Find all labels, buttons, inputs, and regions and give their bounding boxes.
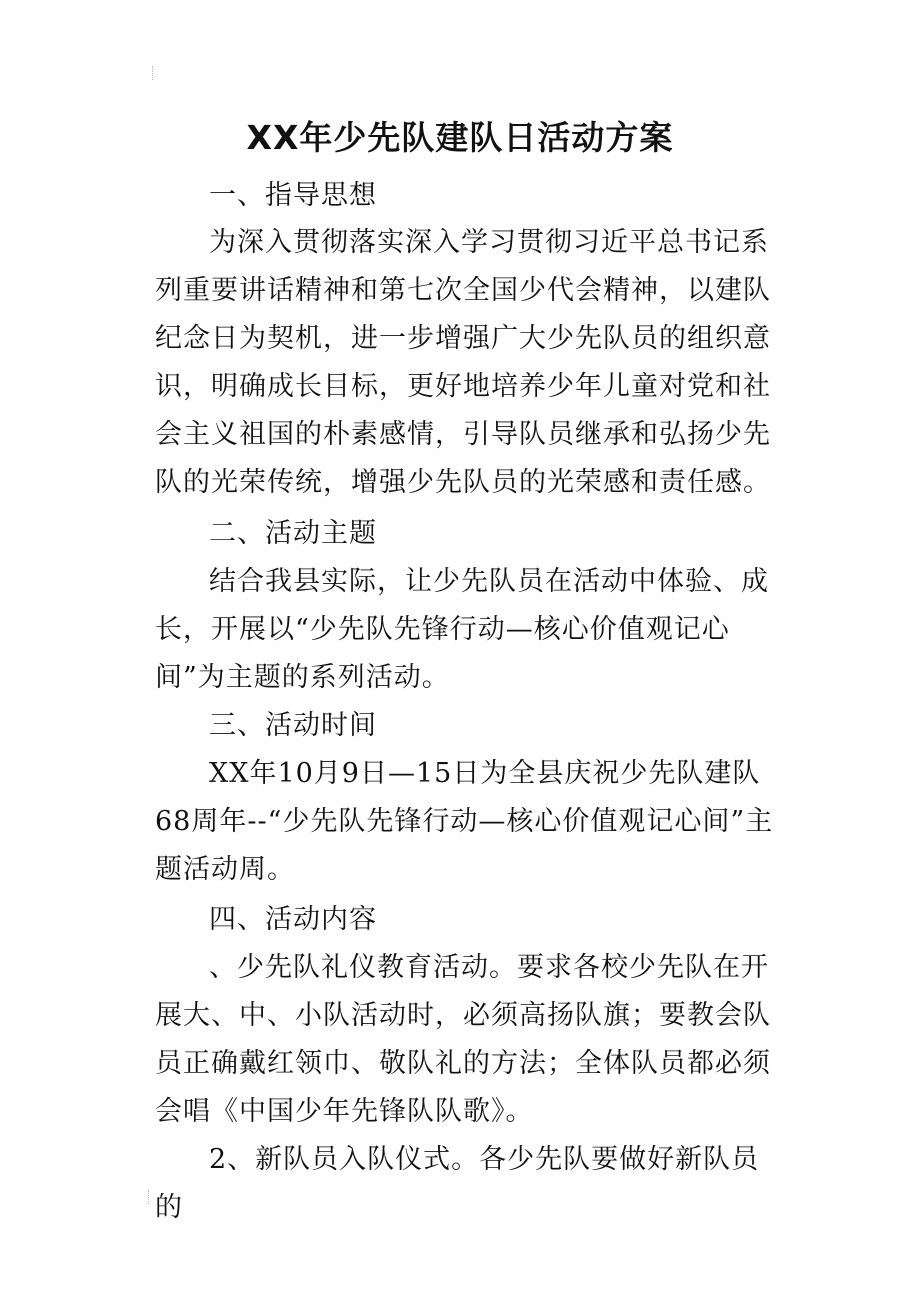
scan-mark	[152, 66, 157, 80]
content-item-ceremony-education: 、少先队礼仪教育活动。要求各校少先队在开展大、中、小队活动时，必须高扬队旗；要教会队员正确戴红领巾、敬队礼的方法；全体队员都必须会唱《中国少年先锋队队歌》。	[155, 952, 771, 1127]
section-body-activity-time: XX年10月9日—15日为全县庆祝少先队建队68周年--“少先队先锋行动—核心价值观记心间”主题活动周。	[155, 758, 774, 885]
section-body-activity-theme: 结合我县实际，让少先队员在活动中体验、成长，开展以“少先队先锋行动—核心价值观记心间”为主题的系列活动。	[155, 566, 769, 693]
section-body-guiding-ideology: 为深入贯彻落实深入学习贯彻习近平总书记系列重要讲话精神和第七次全国少代会精神，以建队纪念日为契机，进一步增强广大少先队员的组织意识，明确成长目标，更好地培养少年儿童对党和社会主义祖国的朴素感情，引导队员继承和弘扬少先队的光荣传统，增强少先队员的光荣感和责任感。	[155, 227, 771, 498]
section-heading-guiding-ideology: 一、指导思想	[209, 180, 377, 211]
section-heading-activity-time: 三、活动时间	[209, 710, 377, 741]
document-title: XX年少先队建队日活动方案	[246, 118, 674, 157]
content-item-new-member-ceremony: 2、新队员入队仪式。各少先队要做好新队员的	[155, 1144, 760, 1223]
section-heading-activity-theme: 二、活动主题	[209, 518, 377, 549]
section-heading-activity-content: 四、活动内容	[209, 904, 377, 935]
scan-mark	[148, 1190, 153, 1204]
